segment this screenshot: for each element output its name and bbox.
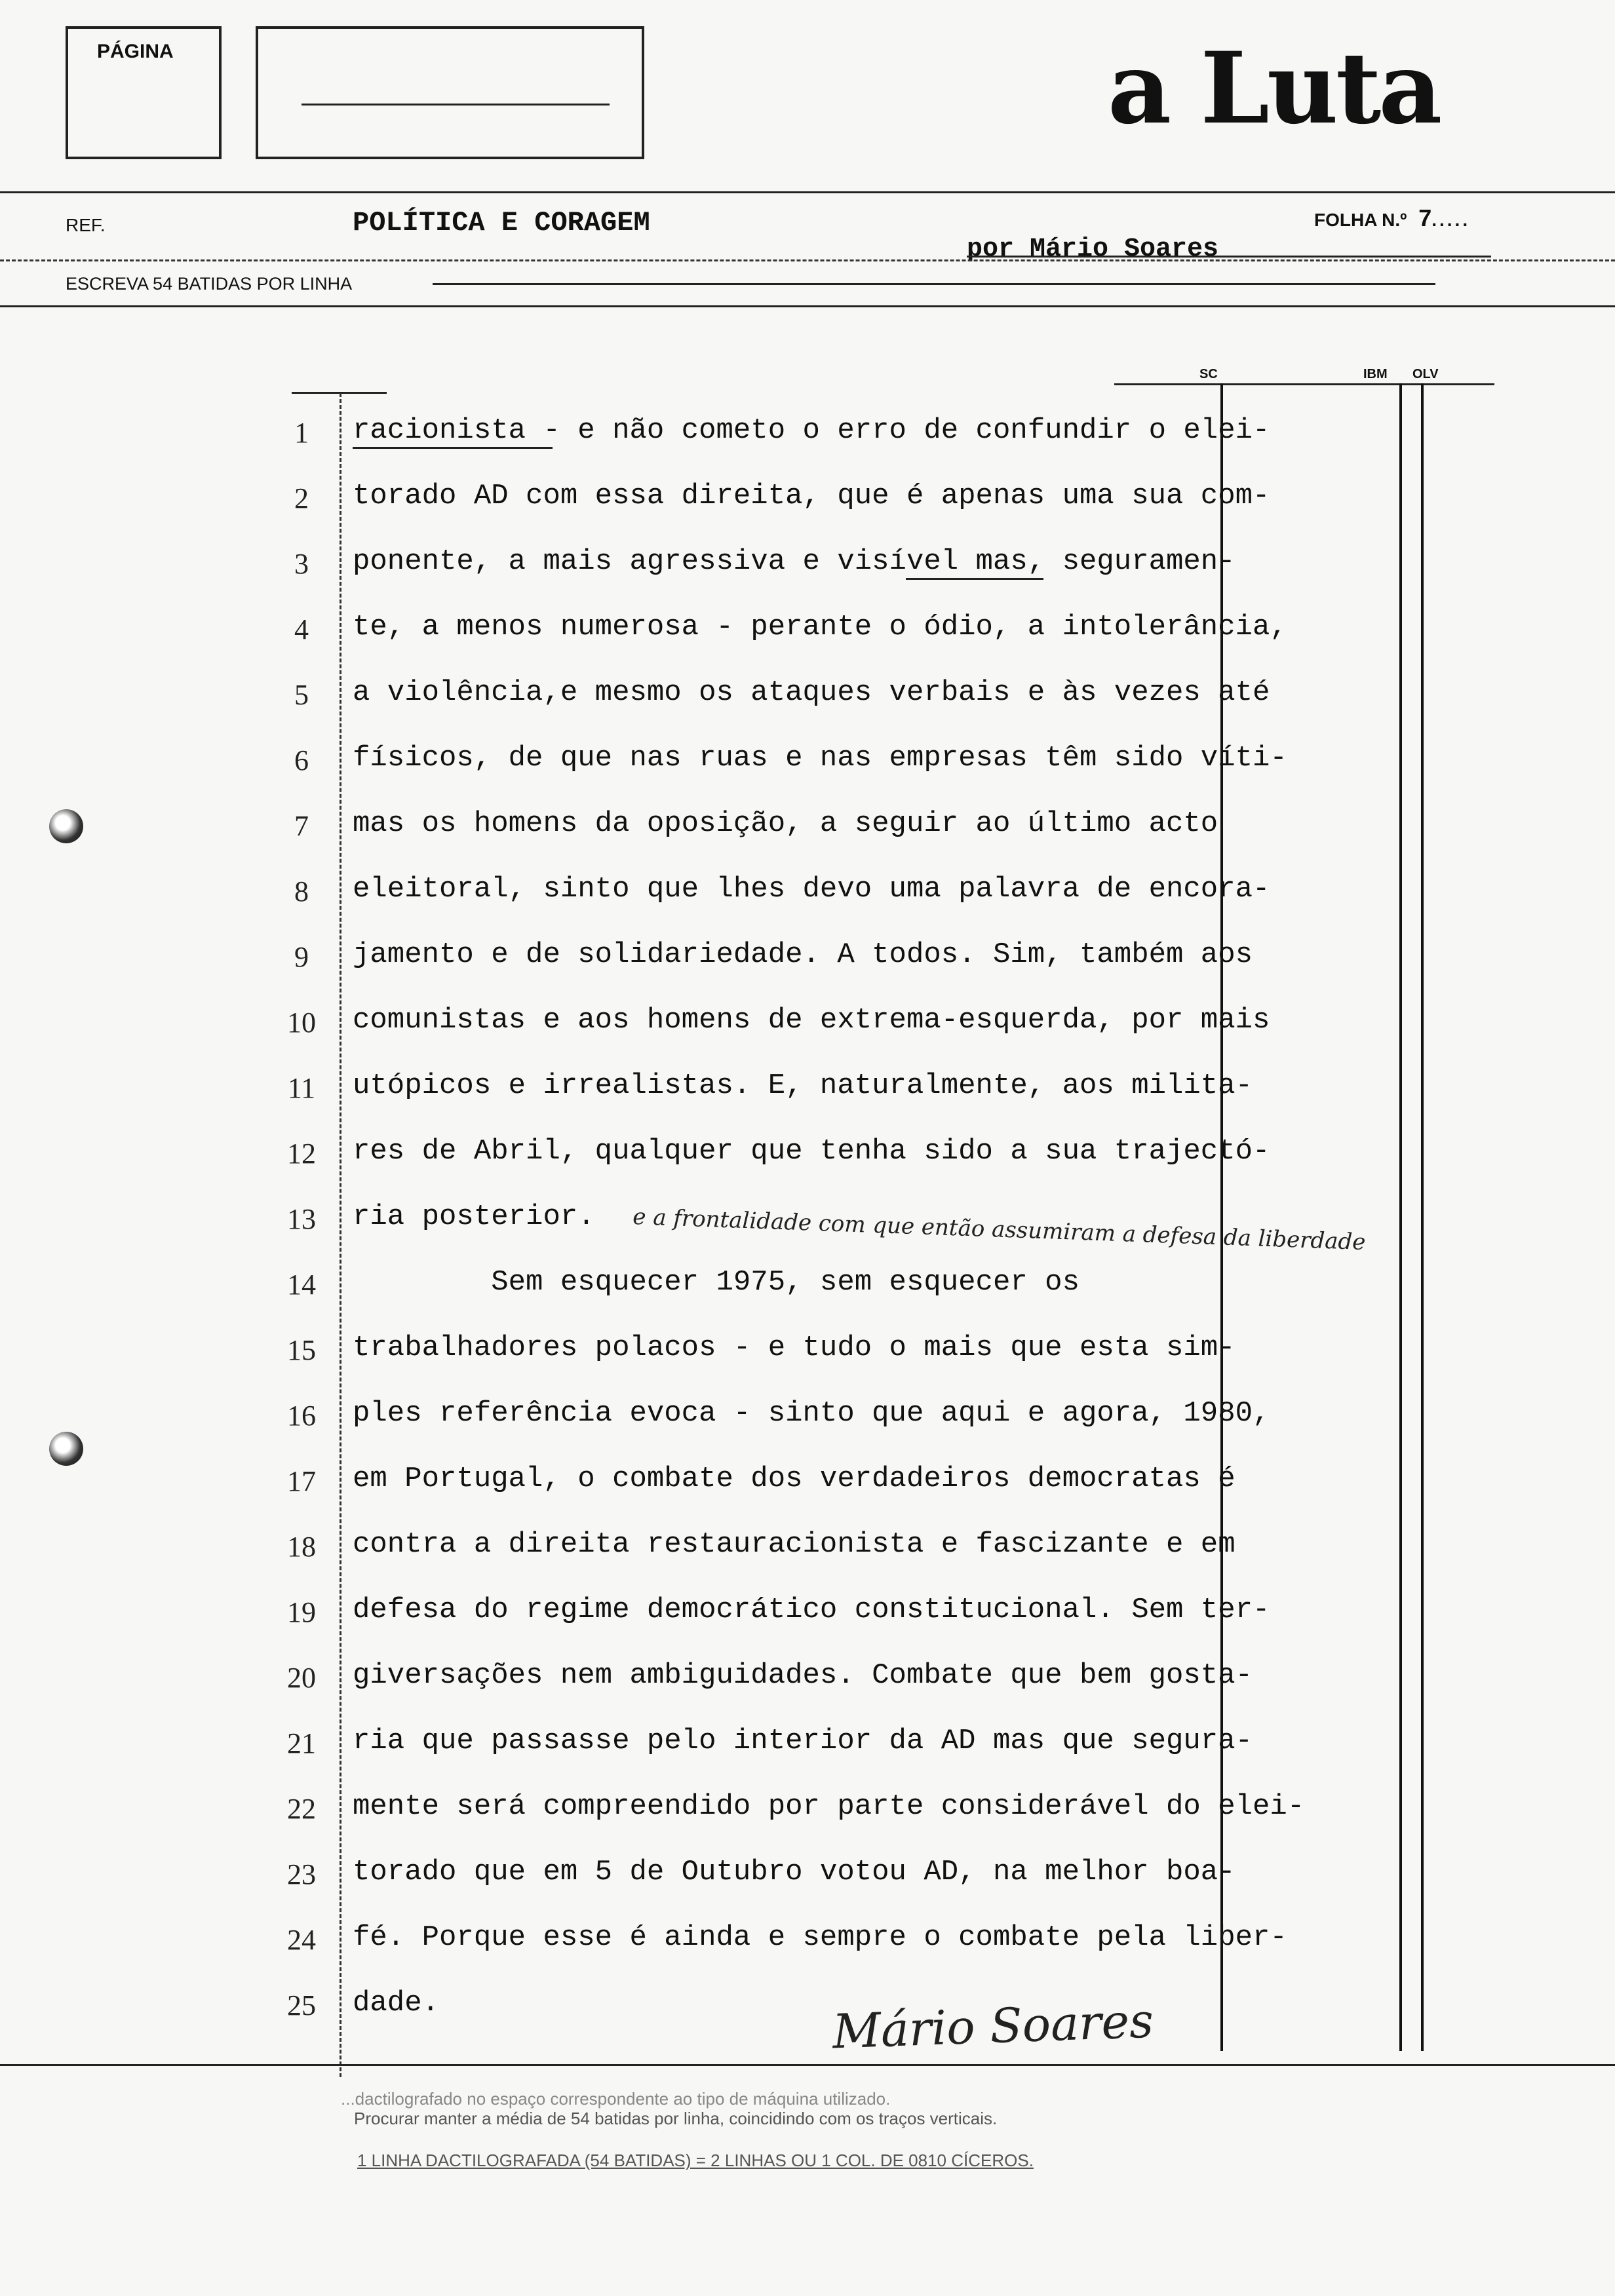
folha-number: 7 bbox=[1418, 204, 1432, 231]
body-line: torado AD com essa direita, que é apenas uma sua com- bbox=[353, 480, 1270, 512]
line-number: 13 bbox=[287, 1203, 316, 1235]
footer-rule bbox=[0, 2064, 1615, 2066]
underline-racionista bbox=[353, 447, 553, 449]
line-number: 21 bbox=[287, 1727, 316, 1759]
line-number: 24 bbox=[287, 1924, 316, 1956]
line-number: 2 bbox=[294, 482, 309, 514]
guide-line-ibm bbox=[1399, 383, 1402, 2051]
newspaper-logo: a Luta bbox=[1108, 31, 1440, 146]
left-margin-line bbox=[340, 393, 341, 2077]
body-line: ples referência evoca - sinto que aqui e agora, 1980, bbox=[353, 1397, 1270, 1430]
header-rule-bottom bbox=[0, 305, 1615, 307]
body-line: ponente, a mais agressiva e visível mas, seguramen- bbox=[353, 545, 1236, 578]
handwritten-insertion: e a frontalidade com que então assumiram a defesa da liberdade bbox=[632, 1204, 1367, 1256]
page-number-box bbox=[256, 26, 644, 159]
line-number: 17 bbox=[287, 1465, 316, 1497]
line-number: 14 bbox=[287, 1269, 316, 1301]
line-number: 9 bbox=[294, 941, 309, 973]
body-line: eleitoral, sinto que lhes devo uma palavra de encora- bbox=[353, 873, 1270, 906]
body-line: dade. bbox=[353, 1987, 440, 2019]
page-number-line bbox=[302, 104, 610, 105]
line-number: 4 bbox=[294, 613, 309, 645]
body-line: racionista - e não cometo o erro de confundir o elei- bbox=[353, 414, 1270, 447]
line-number: 3 bbox=[294, 548, 309, 580]
body-line: físicos, de que nas ruas e nas empresas têm sido víti- bbox=[353, 742, 1287, 775]
line-number: 18 bbox=[287, 1531, 316, 1563]
body-line: ria posterior. bbox=[353, 1200, 595, 1233]
line-number: 19 bbox=[287, 1596, 316, 1628]
line-number: 12 bbox=[287, 1138, 316, 1170]
body-line: jamento e de solidariedade. A todos. Sim, também aos bbox=[353, 938, 1253, 971]
line-number: 20 bbox=[287, 1662, 316, 1694]
body-line: te, a menos numerosa - perante o ódio, a intolerância, bbox=[353, 611, 1287, 643]
underline-visivel bbox=[906, 578, 1043, 580]
folha-label: FOLHA N.º 7..... bbox=[1314, 204, 1471, 231]
author-byline: por Mário Soares bbox=[967, 235, 1219, 264]
body-line: trabalhadores polacos - e tudo o mais que esta sim- bbox=[353, 1331, 1236, 1364]
line-number: 7 bbox=[294, 810, 309, 842]
pagina-label: PÁGINA bbox=[97, 41, 174, 62]
line-number: 25 bbox=[287, 1989, 316, 2021]
body-line: a violência,e mesmo os ataques verbais e às vezes até bbox=[353, 676, 1270, 709]
line-number: 23 bbox=[287, 1858, 316, 1890]
instruction-text: ESCREVA 54 BATIDAS POR LINHA bbox=[66, 274, 353, 294]
column-top-rule bbox=[1114, 383, 1494, 385]
line-number: 16 bbox=[287, 1400, 316, 1432]
folha-text: FOLHA N.º bbox=[1314, 210, 1407, 230]
body-line: fé. Porque esse é ainda e sempre o combate pela liber- bbox=[353, 1921, 1287, 1954]
article-title: POLÍTICA E CORAGEM bbox=[353, 207, 650, 239]
body-line: utópicos e irrealistas. E, naturalmente, aos milita- bbox=[353, 1069, 1253, 1102]
body-line: torado que em 5 de Outubro votou AD, na melhor boa- bbox=[353, 1856, 1236, 1888]
line-number: 8 bbox=[294, 875, 309, 908]
body-line: contra a direita restauracionista e fascizante e em bbox=[353, 1528, 1236, 1561]
line-number: 15 bbox=[287, 1334, 316, 1366]
binder-hole-bottom bbox=[49, 1432, 83, 1466]
body-line: mas os homens da oposição, a seguir ao último acto bbox=[353, 807, 1218, 840]
body-line: res de Abril, qualquer que tenha sido a sua trajectó- bbox=[353, 1135, 1270, 1168]
line-number: 22 bbox=[287, 1793, 316, 1825]
header-rule-top bbox=[0, 191, 1615, 193]
col-marker-ibm: IBM bbox=[1363, 367, 1388, 381]
line-number: 10 bbox=[287, 1006, 316, 1039]
col-marker-olv: OLV bbox=[1412, 367, 1439, 381]
binder-hole-top bbox=[49, 809, 83, 843]
line-number: 5 bbox=[294, 679, 309, 711]
body-line: mente será compreendido por parte considerável do elei- bbox=[353, 1790, 1305, 1823]
body-line: comunistas e aos homens de extrema-esquerda, por mais bbox=[353, 1004, 1270, 1037]
body-line: defesa do regime democrático constitucional. Sem ter- bbox=[353, 1594, 1270, 1626]
footer-line-1: ...dactilografado no espaço correspondente ao tipo de máquina utilizado. bbox=[341, 2089, 891, 2109]
body-line: ria que passasse pelo interior da AD mas que segura- bbox=[353, 1725, 1253, 1757]
byline-rule bbox=[967, 256, 1491, 258]
body-line: Sem esquecer 1975, sem esquecer os bbox=[353, 1266, 1080, 1299]
line-number: 1 bbox=[294, 417, 309, 449]
instruction-rule bbox=[433, 283, 1435, 285]
signature: Mário Soares bbox=[831, 1993, 1155, 2059]
ref-label: REF. bbox=[66, 215, 106, 235]
line-number: 11 bbox=[287, 1072, 316, 1104]
body-line: em Portugal, o combate dos verdadeiros democratas é bbox=[353, 1463, 1236, 1495]
body-line: giversações nem ambiguidades. Combate que bem gosta- bbox=[353, 1659, 1253, 1692]
footer-line-2: Procurar manter a média de 54 batidas por linha, coincidindo com os traços verticais. bbox=[354, 2109, 998, 2128]
col-marker-sc: SC bbox=[1199, 367, 1218, 381]
line-number: 6 bbox=[294, 744, 309, 776]
footer-line-3: 1 LINHA DACTILOGRAFADA (54 BATIDAS) = 2 LINHAS OU 1 COL. DE 0810 CÍCEROS. bbox=[357, 2151, 1034, 2170]
guide-line-olv bbox=[1421, 383, 1424, 2051]
header-rule-dashed bbox=[0, 259, 1615, 261]
